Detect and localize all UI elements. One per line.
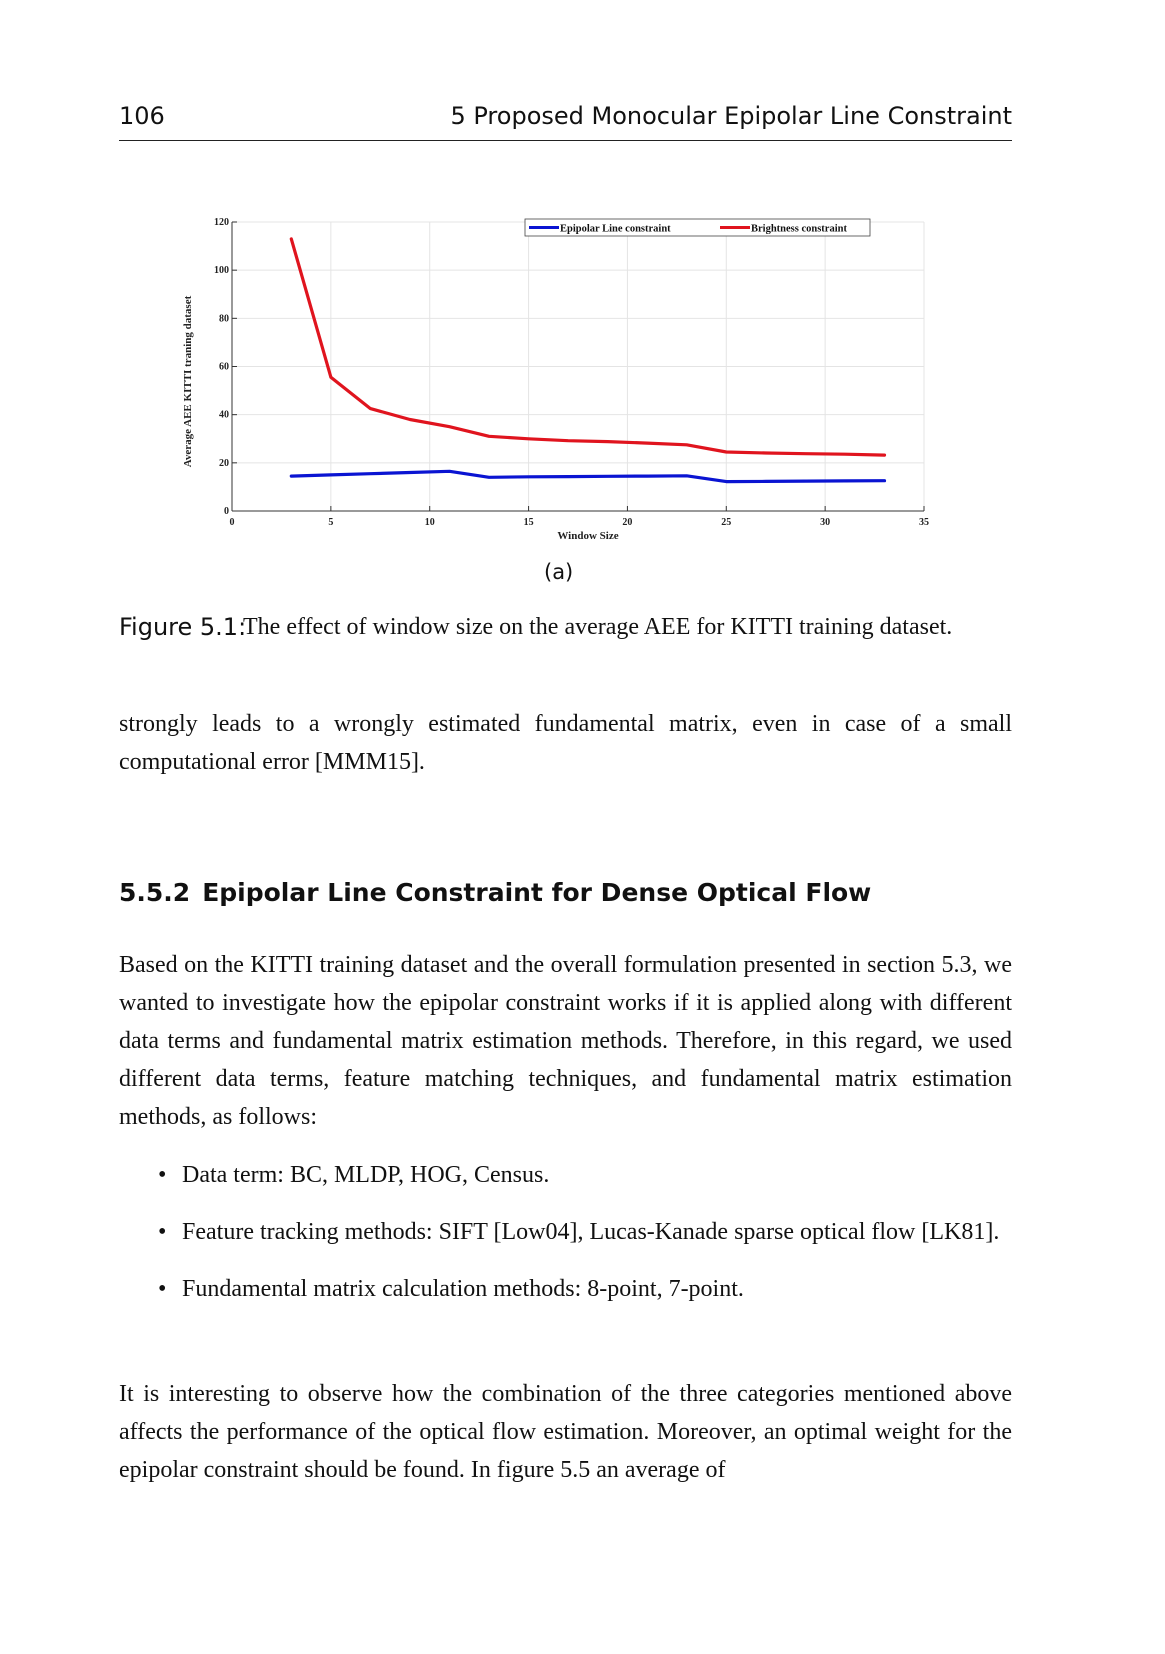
section-heading [119,878,871,907]
series-line-1 [291,471,884,481]
x-tick-label: 0 [229,517,235,528]
list-item [119,1213,1012,1251]
paragraph: strongly leads to a wrongly estimated fundamental matrix, even in case of a small computational error [MMM15]. [119,711,1012,775]
page-header [119,100,1012,141]
list-item-text: Feature tracking methods: SIFT [Low04], Lucas-Kanade sparse optical flow [LK81]. [182,1219,1000,1245]
list-item [119,1156,1012,1194]
list-item [119,1270,1012,1308]
legend-label-1: Epipolar Line constraint [560,223,671,235]
y-tick-label: 40 [219,409,229,421]
window-size-chart [180,205,940,545]
x-axis-label: Window Size [557,530,619,542]
x-tick-label: 35 [919,517,929,528]
series-line-2 [291,239,884,455]
x-tick-label: 20 [622,517,633,528]
y-tick-label: 60 [219,361,229,373]
page-number: 106 [119,102,165,130]
bullet-list [119,1156,1012,1308]
y-tick-label: 0 [224,506,229,517]
list-item-text: Data term: BC, MLDP, HOG, Census. [182,1162,550,1188]
list-item-text: Fundamental matrix calculation methods: 8-point, 7-point. [182,1276,744,1302]
figure-subcaption: (a) [544,560,574,584]
paragraph: Based on the KITTI training dataset and the overall formulation presented in section 5.3, we wanted to investigate how the epipolar constraint works if it is applied along with different data terms and fundamental matrix estimation methods. Therefore, in this regard, we used different data terms, feature matching techniques, and fundamental matrix estimation methods, as follows: [119,952,1012,1130]
x-tick-label: 25 [721,517,732,528]
bullet-icon: • [158,1219,167,1245]
x-tick-label: 10 [424,517,435,528]
paragraph: It is interesting to observe how the combination of the three categories mentioned above affects the performance of the optical flow estimation. Moreover, an optimal weight for the epipolar constraint should be found. In figure 5.5 an average of [119,1381,1012,1483]
running-title: 5 Proposed Monocular Epipolar Line Constraint [450,102,1012,130]
section-title: Epipolar Line Constraint for Dense Optical Flow [202,878,872,907]
bullet-icon: • [158,1276,167,1302]
figure-caption-text: The effect of window size on the average AEE for KITTI training dataset. [243,614,953,640]
figure-caption-label: Figure 5.1: [119,613,247,641]
section-number: 5.5.2 [119,878,191,907]
figure-5-1 [180,205,940,555]
y-tick-label: 80 [219,313,229,325]
legend-label-2: Brightness constraint [751,223,847,235]
y-axis-label: Average AEE KITTI traning dataset [182,295,194,468]
bullet-icon: • [158,1162,167,1188]
x-tick-label: 15 [523,517,534,528]
y-tick-label: 20 [219,457,229,469]
x-tick-label: 30 [820,517,831,528]
y-tick-label: 120 [214,217,229,228]
y-tick-label: 100 [214,265,229,277]
x-tick-label: 5 [328,517,334,528]
